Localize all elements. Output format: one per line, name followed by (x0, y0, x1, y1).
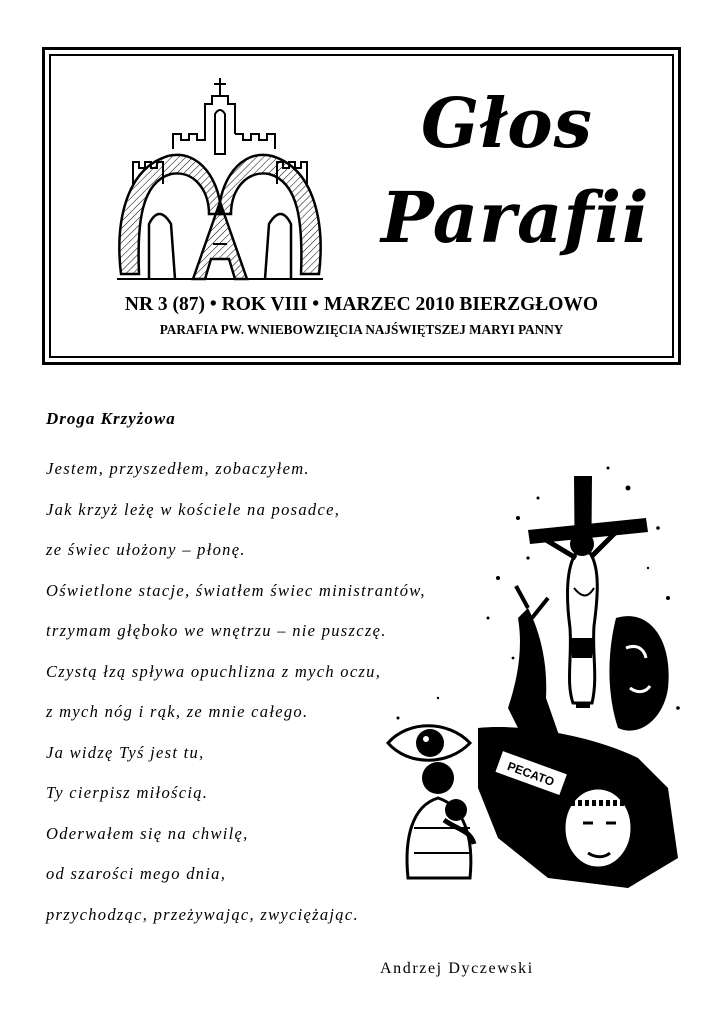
poem-line: z mych nóg i rąk, ze mnie całego. (46, 702, 309, 721)
poem-body (46, 454, 426, 940)
sign-text: PECATO (505, 759, 557, 789)
masthead-title-line2: Parafii (381, 176, 650, 259)
poem-line: Ja widzę Tyś jest tu, (46, 742, 205, 762)
poem-line: od szarości mego dnia, (46, 864, 227, 883)
poem-line: Jestem, przyszedłem, zobaczyłem. (46, 459, 310, 478)
masthead-title-line1: Głos (421, 84, 593, 164)
poem-line: Jak krzyż leżę w kościele na posadce, (46, 499, 341, 519)
issue-info: NR 3 (87) • ROK VIII • MARZEC 2010 BIERZGŁOWO (124, 294, 599, 315)
poem-line: przychodząc, przeżywając, zwyciężając. (46, 904, 359, 924)
masthead-inner-border (49, 54, 674, 358)
poem-line: trzymam głęboko we wnętrzu – nie puszczę. (46, 621, 387, 640)
poem-author: Andrzej Dyczewski (380, 960, 534, 977)
masthead-frame (42, 47, 681, 365)
poem-line: Oderwałem się na chwilę, (46, 823, 249, 843)
church-monogram-icon (113, 74, 327, 286)
crucifixion-collage-icon (378, 458, 684, 898)
poem-line: Oświetlone stacje, światłem świec ministrantów, (46, 580, 426, 600)
poem-line: Ty cierpisz miłością. (46, 783, 209, 802)
poem-title: Droga Krzyżowa (46, 409, 176, 428)
parish-name: PARAFIA PW. WNIEBOWZIĘCIA NAJŚWIĘTSZEJ MARYI PANNY (159, 322, 564, 337)
poem-line: ze świec ułożony – płonę. (46, 540, 246, 559)
poem-line: Czystą łzą spływa opuchlizna z mych oczu, (46, 661, 382, 681)
